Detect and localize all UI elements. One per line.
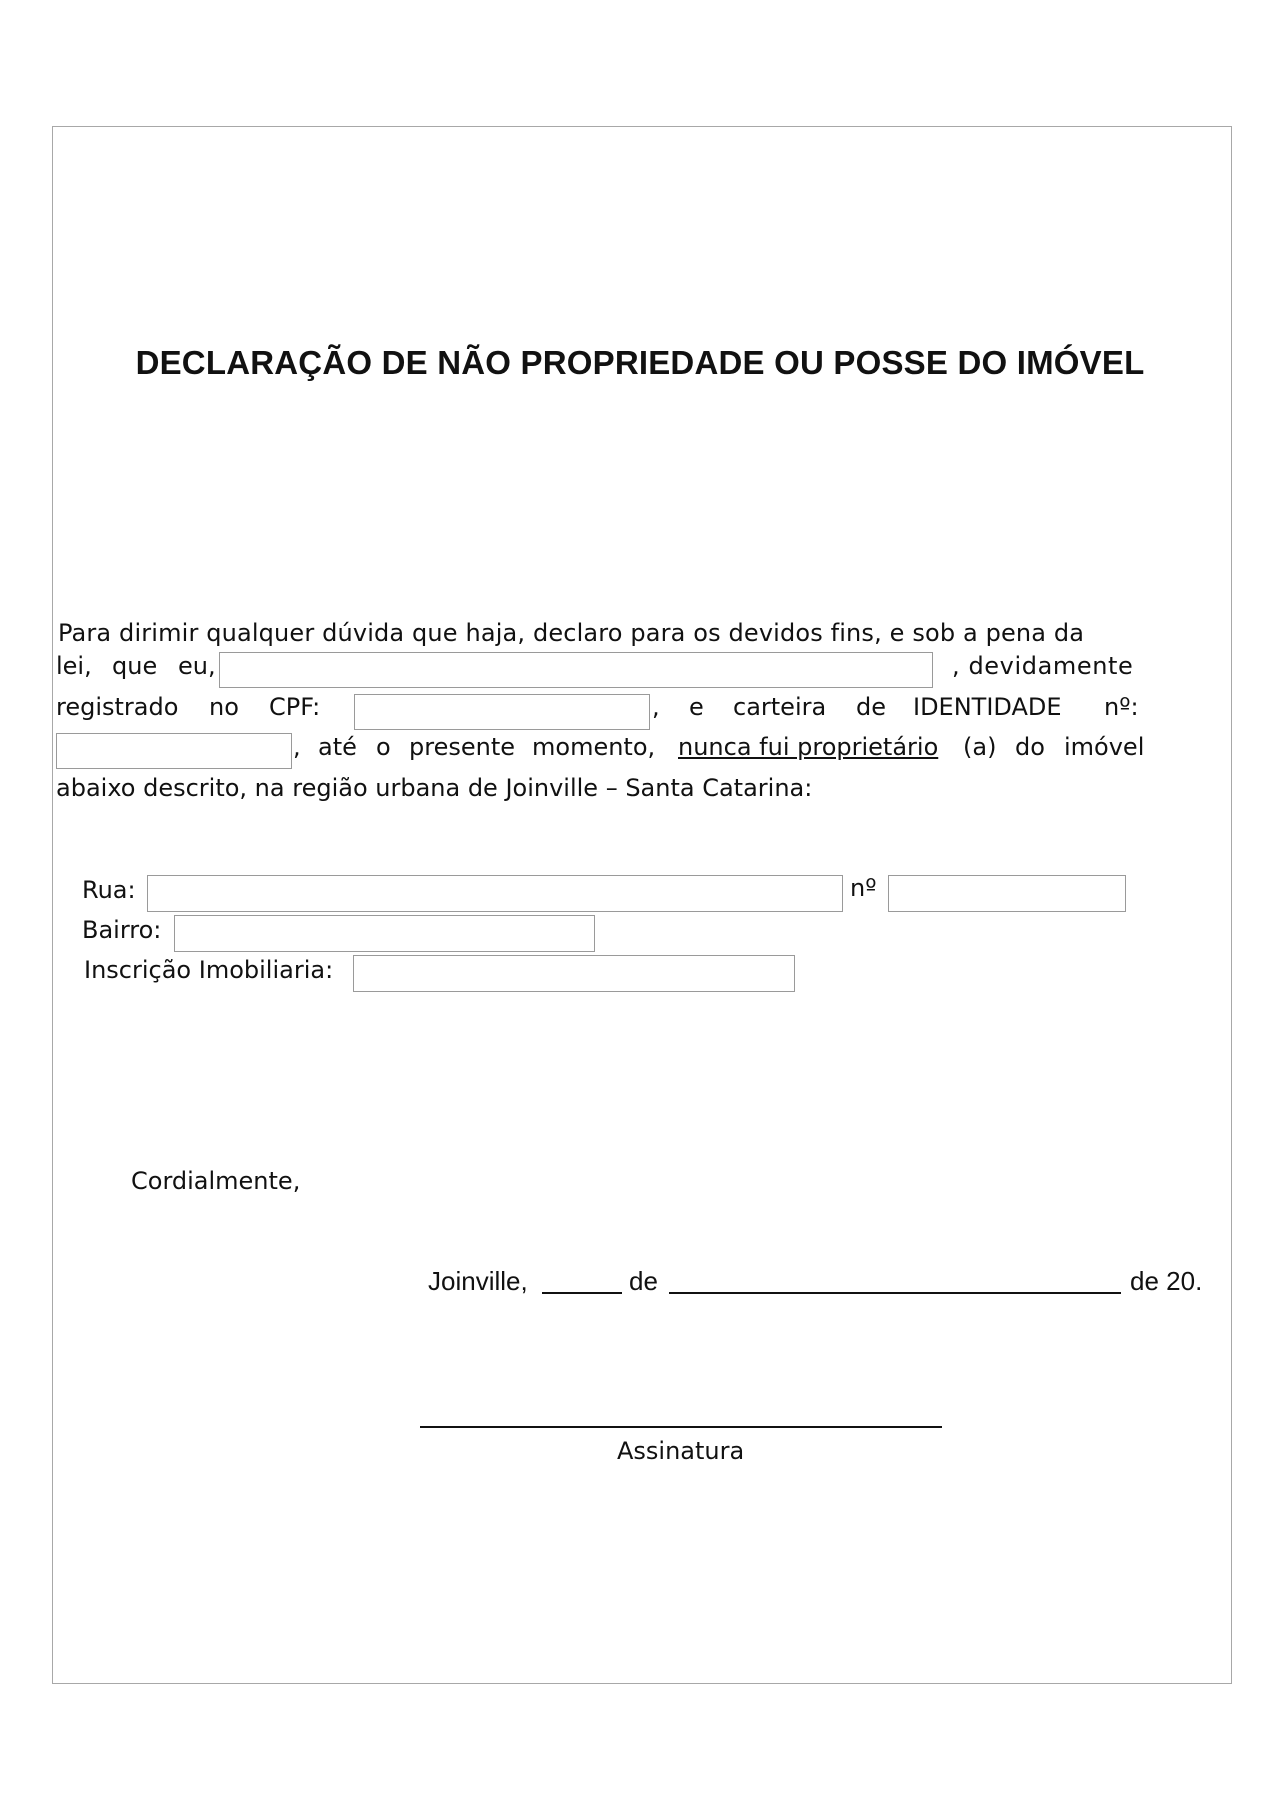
numero-label: nº [850, 874, 877, 902]
rua-label: Rua: [82, 876, 136, 904]
word-ate: até [318, 733, 357, 761]
date-de-2: de 20. [1130, 1266, 1203, 1296]
word-a: (a) [963, 733, 997, 761]
bairro-field[interactable] [174, 915, 595, 952]
bairro-label: Bairro: [82, 916, 162, 944]
paragraph-line-5: abaixo descrito, na região urbana de Joinville – Santa Catarina: [56, 774, 813, 802]
identidade-field[interactable] [56, 733, 292, 769]
word-no: no [209, 693, 239, 721]
word-momento: momento, [532, 733, 656, 761]
word-registrado: registrado [56, 693, 179, 721]
numero-field[interactable] [888, 875, 1126, 912]
word-que: que [112, 652, 158, 680]
inscricao-field[interactable] [353, 955, 795, 992]
name-field[interactable] [219, 652, 933, 688]
day-blank-line[interactable] [542, 1292, 622, 1294]
date-de-1: de [629, 1266, 658, 1296]
word-presente: presente [409, 733, 515, 761]
signature-line[interactable] [420, 1426, 942, 1428]
word-cpf: CPF: [269, 693, 321, 721]
date-city: Joinville, [428, 1266, 528, 1296]
month-blank-line[interactable] [669, 1292, 1121, 1294]
word-carteira: carteira [733, 693, 827, 721]
paragraph-line-2-end: , devidamente [952, 652, 1134, 680]
cpf-field[interactable] [354, 694, 650, 730]
word-o: o [376, 733, 391, 761]
word-de: de [856, 693, 886, 721]
word-do: do [1015, 733, 1045, 761]
word-identidade: IDENTIDADE [913, 693, 1062, 721]
paragraph-line-1: Para dirimir qualquer dúvida que haja, declaro para os devidos fins, e sob a pena da [58, 619, 1085, 647]
inscricao-label: Inscrição Imobiliaria: [84, 956, 334, 984]
word-lei: lei, [56, 652, 92, 680]
signature-label: Assinatura [617, 1437, 745, 1465]
word-e: e [689, 693, 704, 721]
page-title: DECLARAÇÃO DE NÃO PROPRIEDADE OU POSSE DO IMÓVEL [135, 344, 1145, 381]
nunca-fui-proprietario: nunca fui proprietário [678, 733, 939, 761]
rua-field[interactable] [147, 875, 843, 912]
paragraph-line-3-comma: , [652, 693, 660, 721]
line4-comma: , [293, 733, 301, 761]
word-numero-label: nº: [1104, 693, 1139, 721]
word-imovel: imóvel [1064, 733, 1145, 761]
closing-text: Cordialmente, [131, 1167, 301, 1195]
word-eu: eu, [178, 652, 216, 680]
